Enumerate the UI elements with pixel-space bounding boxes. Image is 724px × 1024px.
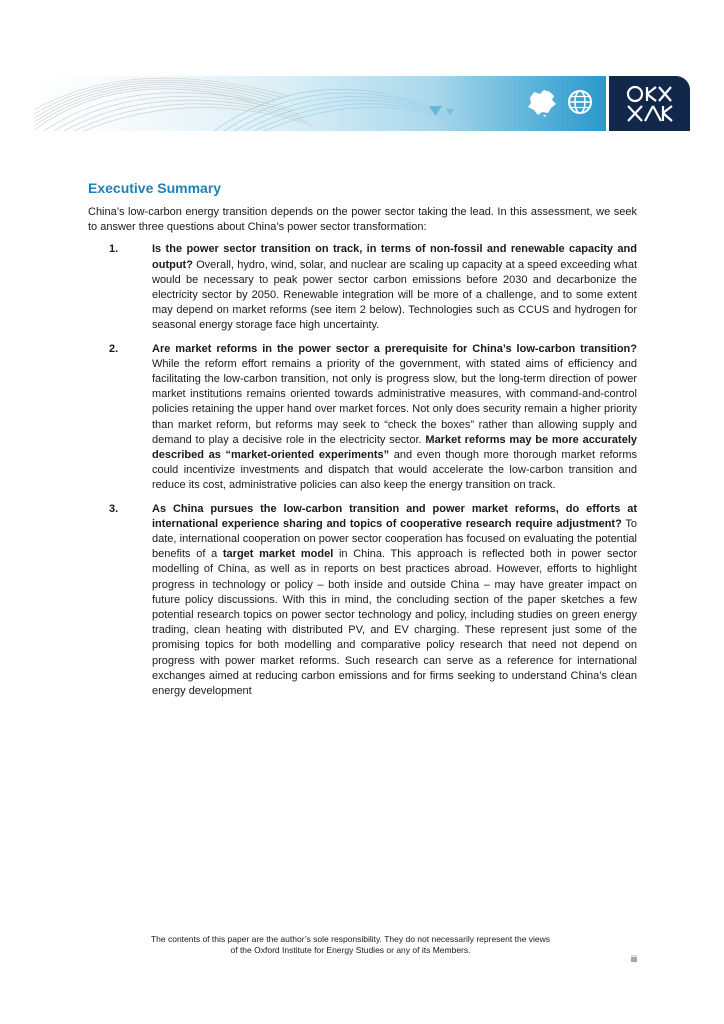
footer-disclaimer: [88, 934, 613, 956]
item-text: To date, international cooperation on power sector cooperation has focused on evaluating the potential benefits of a: [152, 517, 637, 561]
list-item: [88, 242, 637, 333]
wave-pattern-icon: [34, 76, 606, 131]
globe-icon: [566, 88, 594, 116]
list-item: [88, 502, 637, 700]
section-title: Executive Summary: [88, 180, 222, 196]
item-body: [152, 342, 637, 494]
item-number: 1.: [109, 243, 119, 256]
list-item: [88, 342, 637, 494]
executive-summary-section: [88, 180, 637, 707]
china-map-icon: [524, 86, 560, 118]
item-number: 3.: [109, 502, 119, 515]
page-number: iii: [631, 954, 637, 964]
disclaimer-line: of the Oxford Institute for Energy Studies or any of its Members.: [230, 945, 471, 955]
oxford-institute-logo: [609, 76, 690, 131]
intro-paragraph: China’s low-carbon energy transition depends on the power sector taking the lead. In this assessment, we seek to answer three questions about China’s power sector transformation:: [88, 206, 637, 234]
item-question: Are market reforms in the power sector a prerequisite for China’s low-carbon transition?: [152, 342, 637, 355]
item-text: While the reform effort remains a priority of the government, with stated aims of efficiency and facilitating the low-carbon transition, not only is progress slow, but the long-term direction of power market institutions remains oriented towards administrative measures, with command-and-control policies retaining the upper hand over market forces. Not only does security remain a higher priority than market reform, but reforms may seek to “check the boxes” rather than allowing supply and demand to play a decisive role in the electricity sector.: [152, 357, 637, 446]
item-text: and even though more thorough market reforms could incentivize investments and dispatch that would accelerate the low-carbon transition and reduce its cost, administrative policies can also keep the energy transition on track.: [152, 449, 637, 492]
item-emphasis: Market reforms may be more accurately described as “market-oriented experiments”: [152, 433, 637, 462]
item-text: in China. This approach is reflected both in power sector modelling of China, as well as in reports on best practices abroad. However, efforts to highlight progress in technology or policy – both inside and outside China – may have greater impact on future policy discussions. With this in mind, the concluding section of the paper sketches a few potential research topics on power sector technology and policy, including studies on green energy trading, clean heating with distributed PV, and EV charging. These represent just some of the promising topics for both modelling and comparative policy research that need not depend on progress with power market reforms. Such research can serve as a reference for international exchanges aimed at reducing carbon emissions and for firms seeking to understand China’s clean energy development: [152, 548, 637, 698]
item-text: Overall, hydro, wind, solar, and nuclear are scaling up capacity at a speed exceeding what would be necessary to peak power sector carbon emissions before 2030 and decarbonize the electricity sector by 2050. Renewable integration will be more of a challenge, and to some extent may depend on market reforms (see item 2 below). Technologies such as CCUS and hydrogen for seasonal energy storage face high uncertainty.: [152, 258, 637, 332]
item-question: Is the power sector transition on track, in terms of non-fossil and renewable capacity and output?: [152, 243, 637, 271]
disclaimer-line: The contents of this paper are the author’s sole responsibility. They do not necessarily represent the views: [150, 934, 551, 944]
item-question: As China pursues the low-carbon transition and power market reforms, do efforts at international experience sharing and topics of cooperative research require adjustment?: [152, 502, 637, 530]
item-emphasis: target market model: [222, 548, 334, 561]
item-number: 2.: [109, 342, 119, 355]
header-banner: [34, 76, 606, 131]
item-body: [152, 242, 637, 333]
item-body: [152, 502, 637, 700]
